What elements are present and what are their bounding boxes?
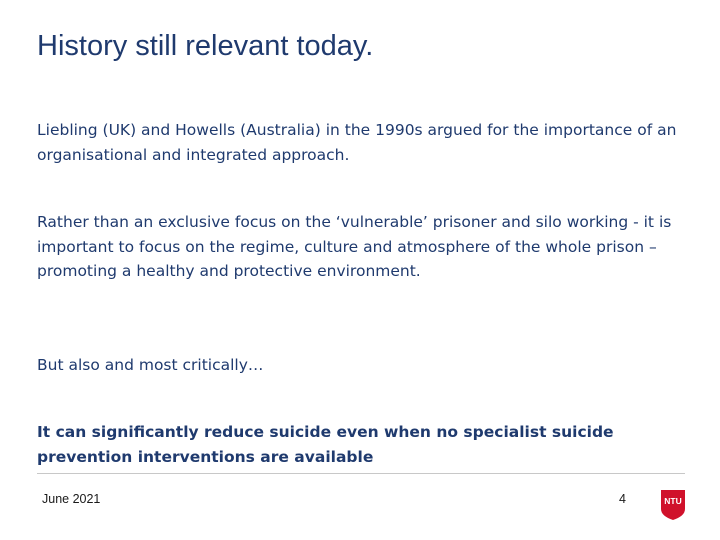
paragraph-key-finding: It can significantly reduce suicide even when no specialist suicide prevention interventions are available bbox=[37, 423, 614, 466]
footer-divider bbox=[37, 473, 685, 474]
slide-title: History still relevant today. bbox=[37, 30, 374, 62]
footer-date: June 2021 bbox=[42, 492, 101, 506]
page-number: 4 bbox=[619, 492, 626, 506]
logo-text: NTU bbox=[664, 496, 682, 506]
paragraph-approach: Liebling (UK) and Howells (Australia) in the 1990s argued for the importance of an organisational and integrated approach. bbox=[37, 121, 677, 164]
paragraph-whole-prison: Rather than an exclusive focus on the ‘vulnerable’ prisoner and silo working - it is important to focus on the regime, culture and atmosphere of the whole prison – promoting a healthy and protective environment. bbox=[37, 213, 672, 280]
ntu-logo-icon bbox=[660, 489, 686, 521]
paragraph-critically: But also and most critically… bbox=[37, 356, 264, 374]
